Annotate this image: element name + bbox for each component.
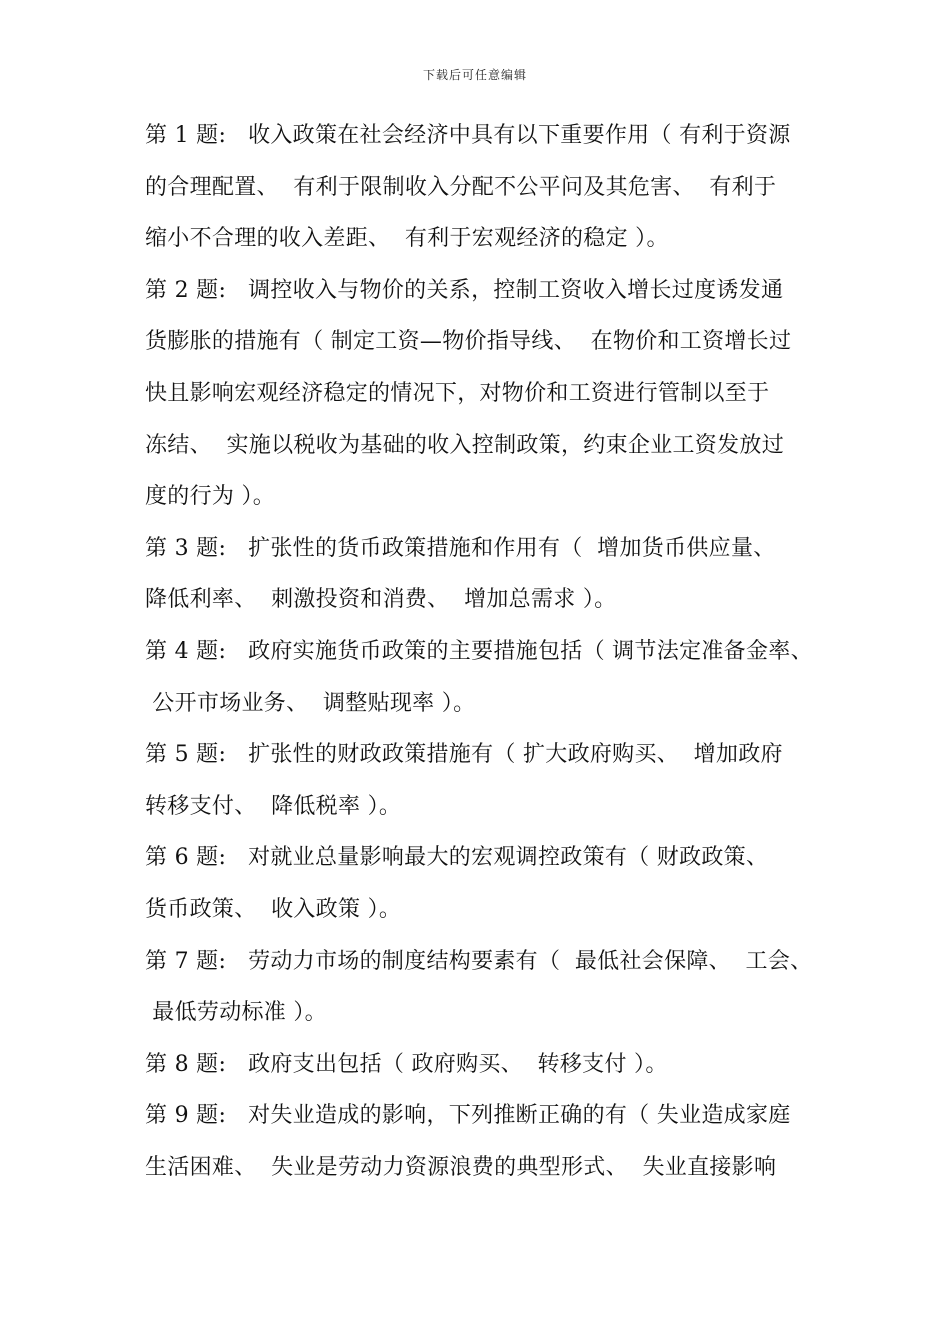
text-line: 公开市场业务、 调整贴现率 ）。 (145, 690, 476, 716)
text-line: 第 5 题: 扩张性的财政政策措施有（ 扩大政府购买、 增加政府 (145, 742, 783, 768)
text-line: 冻结、 实施以税收为基础的收入控制政策，约束企业工资发放过 (145, 432, 784, 458)
text-line: 第 4 题: 政府实施货币政策的主要措施包括（ 调节法定准备金率、 (145, 638, 813, 664)
text-line: 第 7 题: 劳动力市场的制度结构要素有（ 最低社会保障、 工会、 (145, 948, 813, 974)
text-line: 货币政策、 收入政策 ）。 (145, 896, 402, 922)
text-line: 第 1 题: 收入政策在社会经济中具有以下重要作用（ 有利于资源 (145, 123, 791, 148)
text-line: 转移支付、 降低税率 ）。 (145, 793, 402, 819)
text-line: 货膨胀的措施有（ 制定工资—物价指导线、 在物价和工资增长过 (145, 329, 792, 355)
text-line: 生活困难、 失业是劳动力资源浪费的典型形式、 失业直接影响 (145, 1154, 777, 1180)
text-line: 第 2 题: 调控收入与物价的关系，控制工资收入增长过度诱发通 (145, 277, 784, 303)
text-line: 第 3 题: 扩张性的货币政策措施和作用有（ 增加货币供应量、 (145, 535, 776, 561)
document-body (145, 114, 825, 1197)
text-line: 的合理配置、 有利于限制收入分配不公平问及其危害、 有利于 (145, 174, 777, 200)
text-line: 快且影响宏观经济稳定的情况下，对物价和工资进行管制以至于 (145, 380, 770, 406)
text-line: 缩小不合理的收入差距、 有利于宏观经济的稳定 ）。 (145, 226, 669, 252)
text-line: 最低劳动标准 ）。 (145, 1000, 327, 1026)
text-line: 第 9 题: 对失业造成的影响，下列推断正确的有（ 失业造成家庭 (145, 1103, 791, 1129)
page-header-note: 下载后可任意编辑 (422, 68, 527, 82)
text-line: 降低利率、 刺激投资和消费、 增加总需求 ）。 (145, 587, 617, 613)
text-line: 第 6 题: 对就业总量影响最大的宏观调控政策有（ 财政政策、 (145, 845, 769, 871)
text-line: 第 8 题: 政府支出包括（ 政府购买、 转移支付 ）。 (145, 1051, 668, 1077)
text-line: 度的行为 ）。 (145, 484, 276, 510)
